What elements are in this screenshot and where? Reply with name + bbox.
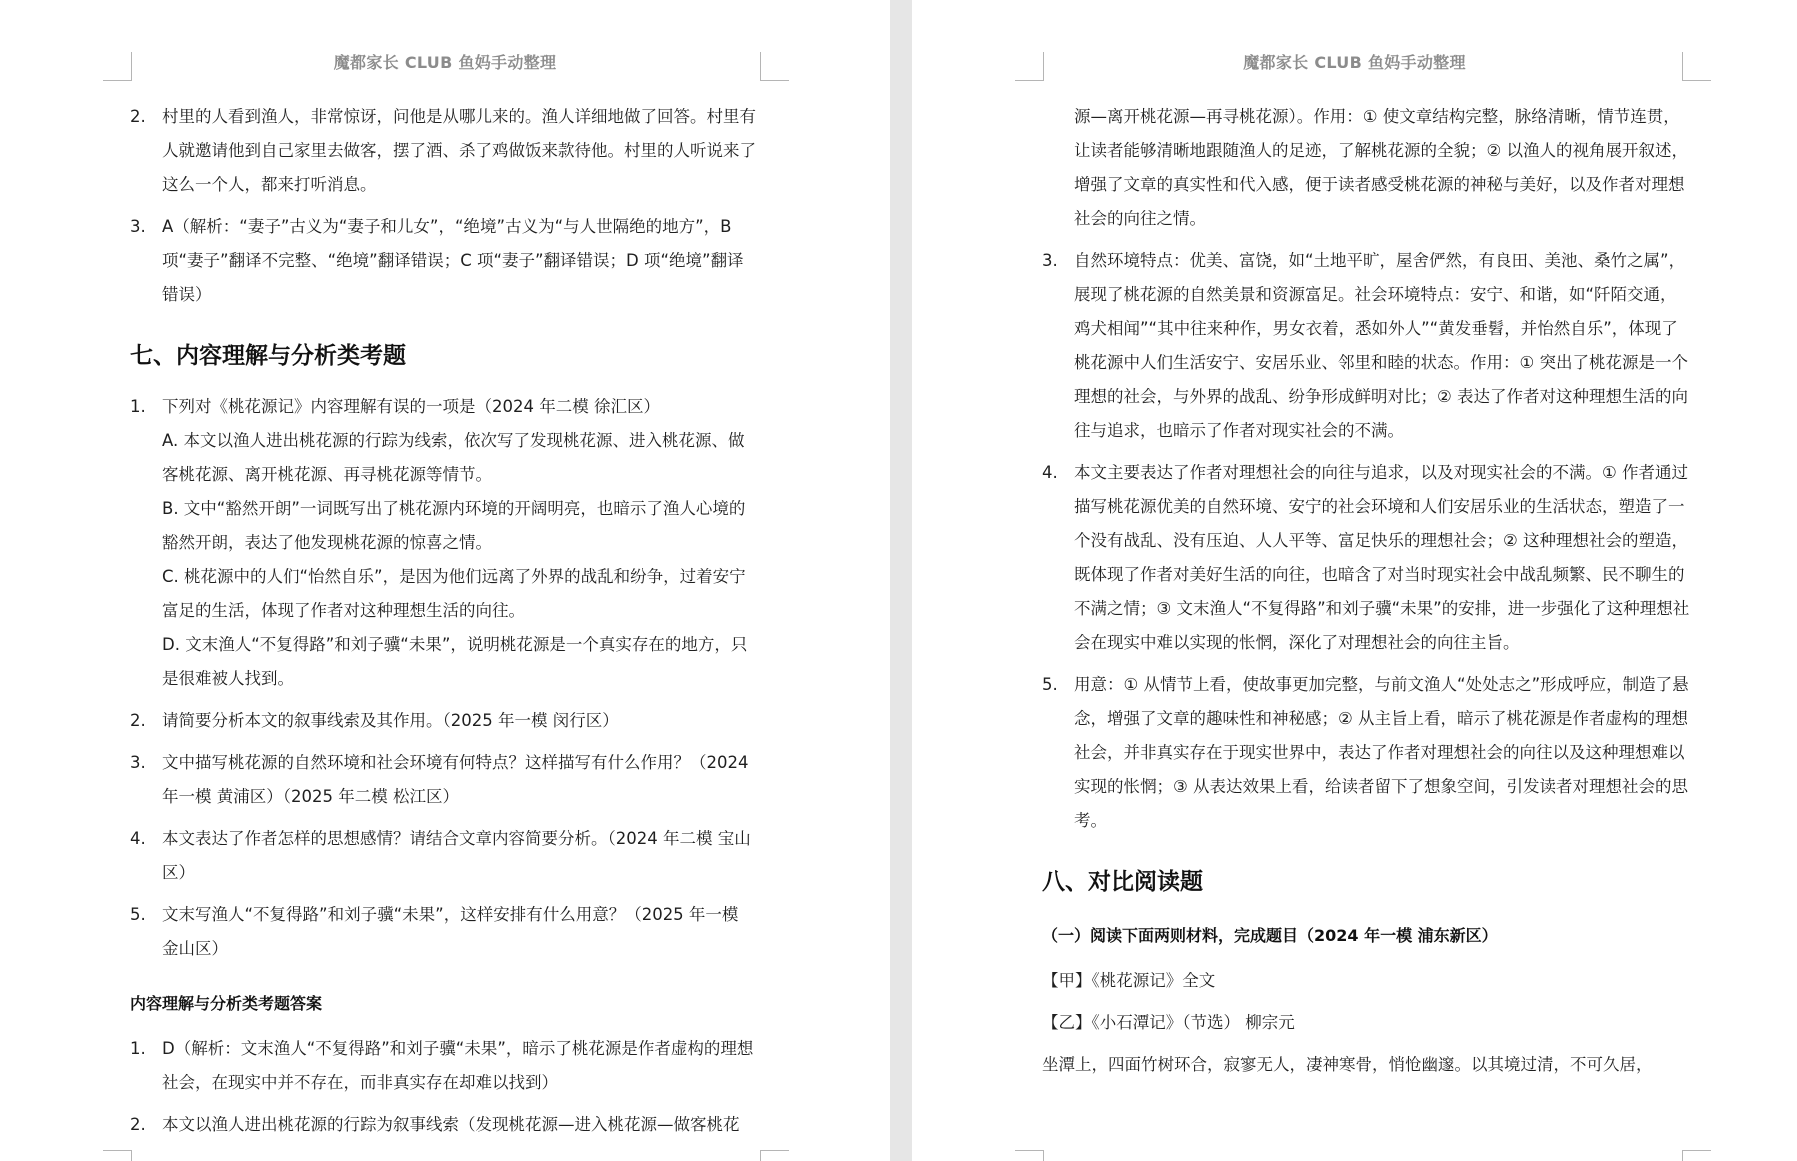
list-item — [130, 210, 758, 312]
question-item — [130, 898, 758, 966]
list-number: 4. — [130, 829, 146, 848]
section-heading: 八、对比阅读题 — [1042, 869, 1203, 895]
document-page-right — [912, 0, 1797, 1161]
page-content — [1042, 100, 1692, 1090]
subsection-heading: （一）阅读下面两则材料，完成题目（2024 年一模 浦东新区） — [1042, 926, 1498, 945]
margin-corner-mark — [1015, 1150, 1044, 1161]
list-number: 3. — [130, 217, 146, 236]
answer-text: D（解析：文末渔人“不复得路”和刘子骥“未果”，暗示了桃花源是作者虚构的理想社会，在现实中并不存在，而非真实存在却难以找到） — [162, 1039, 754, 1092]
margin-corner-mark — [760, 52, 789, 81]
page-content — [130, 100, 758, 1150]
material-yi: 【乙】《小石潭记》（节选） 柳宗元 — [1042, 1013, 1295, 1032]
option-a: A. 本文以渔人进出桃花源的行踪为线索，依次写了发现桃花源、进入桃花源、做客桃花源、离开桃花源、再寻桃花源等情节。 — [162, 431, 745, 484]
question-text: 本文表达了作者怎样的思想感情？请结合文章内容简要分析。（2024 年二模 宝山区） — [162, 829, 751, 882]
margin-corner-mark — [1682, 1150, 1711, 1161]
passage-text: 坐潭上，四面竹树环合，寂寥无人，凄神寒骨，悄怆幽邃。以其境过清，不可久居， — [1042, 1055, 1653, 1074]
list-number: 5. — [1042, 675, 1058, 694]
answers-heading: 内容理解与分析类考题答案 — [130, 994, 323, 1013]
answer-text: 自然环境特点：优美、富饶，如“土地平旷，屋舍俨然，有良田、美池、桑竹之属”，展现了桃花源的自然美景和资源富足。社会环境特点：安宁、和谐，如“阡陌交通，鸡犬相闻”“其中往来种作，男女衣着，悉如外人”“黄发垂髫，并怡然自乐”，体现了桃花源中人们生活安宁、安居乐业、邻里和睦的状态。作用：① 突出了桃花源是一个理想的社会，与外界的战乱、纷争形成鲜明对比；② 表达了作者对这种理想生活的向往与追求，也暗示了作者对现实社会的不满。 — [1074, 251, 1689, 440]
page-header: 魔都家长 CLUB 鱼妈手动整理 — [333, 53, 557, 72]
list-number: 3. — [130, 753, 146, 772]
margin-corner-mark — [1682, 52, 1711, 81]
answer-item — [1042, 244, 1692, 448]
margin-corner-mark — [103, 1150, 132, 1161]
list-number: 5. — [130, 905, 146, 924]
list-text: A（解析：“妻子”古义为“妻子和儿女”，“绝境”古义为“与人世隔绝的地方”，B 项“妻子”翻译不完整、“绝境”翻译错误；C 项“妻子”翻译错误；D 项“绝境”翻译错误） — [162, 217, 744, 304]
answer-text: 用意：① 从情节上看，使故事更加完整，与前文渔人“处处志之”形成呼应，制造了悬念，增强了文章的趣味性和神秘感；② 从主旨上看，暗示了桃花源是作者虚构的理想社会，并非真实存在于现实世界中，表达了作者对理想社会的向往以及这种理想难以实现的怅惘；③ 从表达效果上看，给读者留下了想象空间，引发读者对理想社会的思考。 — [1074, 675, 1689, 830]
answer-text: 源—离开桃花源—再寻桃花源）。作用：① 使文章结构完整，脉络清晰，情节连贯，让读者能够清晰地跟随渔人的足迹，了解桃花源的全貌；② 以渔人的视角展开叙述，增强了文章的真实性和代入感，便于读者感受桃花源的神秘与美好，以及作者对理想社会的向往之情。 — [1074, 107, 1689, 228]
page-header: 魔都家长 CLUB 鱼妈手动整理 — [1243, 53, 1466, 72]
list-item — [130, 100, 758, 202]
list-number: 2. — [130, 711, 146, 730]
list-number: 3. — [1042, 251, 1058, 270]
list-number: 2. — [130, 1115, 146, 1134]
list-number: 1. — [130, 397, 146, 416]
margin-corner-mark — [760, 1150, 789, 1161]
list-number: 2. — [130, 107, 146, 126]
answer-continuation — [1042, 100, 1692, 236]
option-c: C. 桃花源中的人们“怡然自乐”，是因为他们远离了外界的战乱和纷争，过着安宁富足的生活，体现了作者对这种理想生活的向往。 — [162, 567, 746, 620]
question-item — [130, 822, 758, 890]
option-d: D. 文末渔人“不复得路”和刘子骥“未果”，说明桃花源是一个真实存在的地方，只是很难被人找到。 — [162, 635, 748, 688]
question-stem: 下列对《桃花源记》内容理解有误的一项是（2024 年二模 徐汇区） — [162, 397, 660, 416]
margin-corner-mark — [1015, 52, 1044, 81]
answer-item — [1042, 668, 1692, 838]
answer-item — [130, 1032, 758, 1100]
question-item — [130, 746, 758, 814]
answer-item — [130, 1108, 758, 1142]
document-page-left — [0, 0, 890, 1161]
list-number: 4. — [1042, 463, 1058, 482]
list-text: 村里的人看到渔人，非常惊讶，问他是从哪儿来的。渔人详细地做了回答。村里有人就邀请他到自己家里去做客，摆了酒、杀了鸡做饭来款待他。村里的人听说来了这么一个人，都来打听消息。 — [162, 107, 756, 194]
list-number: 1. — [130, 1039, 146, 1058]
answer-text: 本文主要表达了作者对理想社会的向往与追求，以及对现实社会的不满。① 作者通过描写桃花源优美的自然环境、安宁的社会环境和人们安居乐业的生活状态，塑造了一个没有战乱、没有压迫、人人平等、富足快乐的理想社会；② 这种理想社会的塑造，既体现了作者对美好生活的向往，也暗含了对当时现实社会中战乱频繁、民不聊生的不满之情；③ 文末渔人“不复得路”和刘子骥“未果”的安排，进一步强化了这种理想社会在现实中难以实现的怅惘，深化了对理想社会的向往主旨。 — [1074, 463, 1690, 652]
margin-corner-mark — [103, 52, 132, 81]
option-b: B. 文中“豁然开朗”一词既写出了桃花源内环境的开阔明亮，也暗示了渔人心境的豁然开朗，表达了他发现桃花源的惊喜之情。 — [162, 499, 746, 552]
question-item — [130, 704, 758, 738]
section-heading: 七、内容理解与分析类考题 — [130, 343, 406, 369]
question-item — [130, 390, 758, 696]
question-text: 文中描写桃花源的自然环境和社会环境有何特点？这样描写有什么作用？（2024 年一模 黄浦区）（2025 年二模 松江区） — [162, 753, 749, 806]
question-text: 请简要分析本文的叙事线索及其作用。（2025 年一模 闵行区） — [162, 711, 619, 730]
material-jia: 【甲】《桃花源记》全文 — [1042, 971, 1216, 990]
answer-text: 本文以渔人进出桃花源的行踪为叙事线索（发现桃花源—进入桃花源—做客桃花 — [162, 1115, 740, 1134]
question-text: 文末写渔人“不复得路”和刘子骥“未果”，这样安排有什么用意？（2025 年一模 金山区） — [162, 905, 739, 958]
answer-item — [1042, 456, 1692, 660]
